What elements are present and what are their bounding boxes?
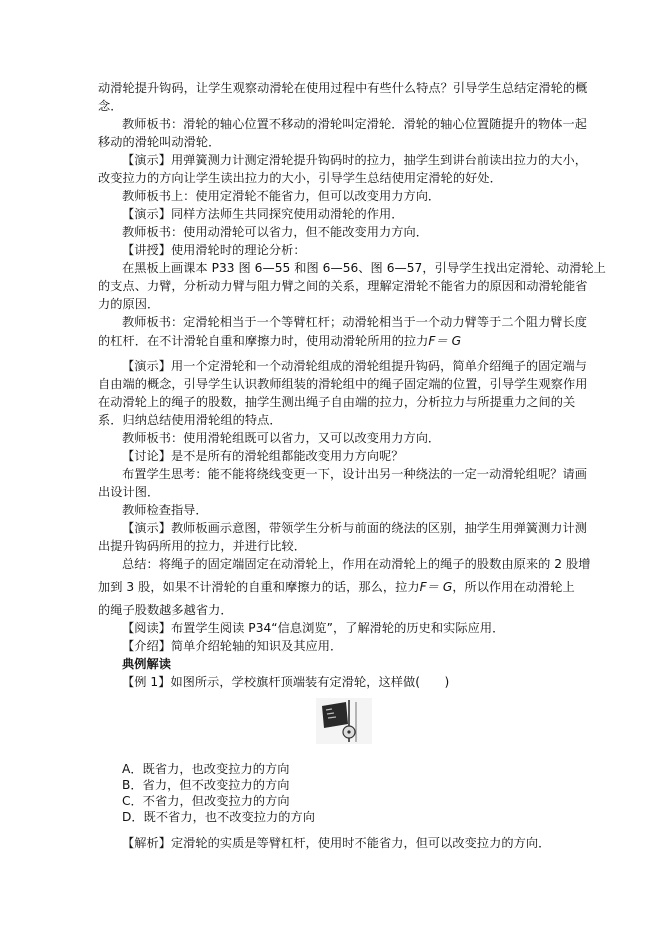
text-line: 改变拉力的方向让学生读出拉力的大小，引导学生总结使用定滑轮的好处．: [98, 171, 502, 185]
text-line: 念．: [98, 99, 123, 113]
text-line: 【阅读】布置学生阅读 P34“信息浏览”，了解滑轮的历史和实际应用．: [122, 621, 505, 635]
text-line: 在动滑轮上的绳子的股数，抽学生测出绳子自由端的拉力，分析拉力与所提重力之间的关: [98, 395, 576, 409]
text-line: 出设计图．: [98, 485, 160, 499]
option-b: B．省力，但不改变拉力的方向: [122, 778, 290, 792]
text-segment: 加到 3 股，如果不计滑轮的自重和摩擦力的话，那么，拉力: [98, 580, 420, 594]
text-line: 的支点、力臂，分析动力臂与阻力臂之间的关系，理解定滑轮不能省力的原因和动滑轮能省: [98, 279, 588, 293]
analysis-text: 【解析】定滑轮的实质是等臂杠杆，使用时不能省力，但可以改变拉力的方向．: [122, 836, 551, 850]
flagpole-pulley-figure: [316, 698, 372, 744]
text-line: 移动的滑轮叫动滑轮．: [98, 135, 221, 149]
text-line: 教师板书：使用滑轮组既可以省力，又可以改变用力方向．: [122, 431, 441, 445]
option-d: D．既不省力，也不改变拉力的方向: [122, 810, 315, 824]
text-line: [98, 578, 575, 596]
question-text: 【例 1】如图所示，学校旗杆顶端装有定滑轮，这样做( ): [122, 675, 450, 689]
text-segment: ，所以作用在动滑轮上: [452, 580, 575, 594]
text-line: 出提升钩码所用的拉力，并进行比较．: [98, 539, 307, 553]
text-line: 【演示】用一个定滑轮和一个动滑轮组成的滑轮组提升钩码，简单介绍绳子的固定端与: [122, 359, 588, 373]
text-line: 【演示】同样方法师生共同探究使用动滑轮的作用．: [122, 207, 404, 221]
text-line: 的绳子股数越多越省力．: [98, 603, 233, 617]
formula-pulley: F＝ G: [428, 334, 462, 348]
text-line: 【演示】用弹簧测力计测定滑轮提升钩码时的拉力，抽学生到讲台前读出拉力的大小，: [122, 153, 588, 167]
text-line: 【讨论】是不是所有的滑轮组都能改变用力方向呢？: [122, 449, 404, 463]
text-line: 自由端的概念，引导学生认识教师组装的滑轮组中的绳子固定端的位置，引导学生观察作用: [98, 377, 588, 391]
text-line: 总结：将绳子的固定端固定在动滑轮上，作用在动滑轮上的绳子的股数由原来的 2 股增: [122, 557, 591, 571]
text-line: 【演示】教师板画示意图，带领学生分析与前面的绕法的区别，抽学生用弹簧测力计测: [122, 521, 588, 535]
text-line: 教师板书：使用动滑轮可以省力，但不能改变用力方向．: [122, 225, 428, 239]
text-line: 教师板书上：使用定滑轮不能省力，但可以改变用力方向．: [122, 189, 441, 203]
formula-pulley-group: F＝ G: [419, 580, 453, 594]
text-line: 力的原因．: [98, 297, 160, 311]
text-line: 系．归纳总结使用滑轮组的特点．: [98, 413, 282, 427]
text-line: 【介绍】简单介绍轮轴的知识及其应用．: [122, 639, 343, 653]
text-segment: 的杠杆．在不计滑轮自重和摩擦力时，使用动滑轮所用的拉力: [98, 334, 429, 348]
text-line: 布置学生思考：能不能将绕线变更一下，设计出另一种绕法的一定一动滑轮组呢？请画: [122, 467, 588, 481]
option-c: C．不省力，但改变拉力的方向: [122, 794, 290, 808]
text-line: 在黑板上画课本 P33 图 6—55 和图 6—56、图 6—57，引导学生找出定滑轮、动滑轮上: [122, 261, 606, 275]
text-line: 教师板书：定滑轮相当于一个等臂杠杆；动滑轮相当于一个动力臂等于二个阻力臂长度: [122, 315, 588, 329]
text-line: 动滑轮提升钩码，让学生观察动滑轮在使用过程中有些什么特点？引导学生总结定滑轮的概: [98, 81, 588, 95]
text-line: [98, 332, 566, 350]
text-line: 教师板书：滑轮的轴心位置不移动的滑轮叫定滑轮．滑轮的轴心位置随提升的物体一起: [122, 117, 588, 131]
option-a: A．既省力，也改变拉力的方向: [122, 762, 290, 776]
text-line: 教师检查指导．: [122, 503, 208, 517]
text-line: 【讲授】使用滑轮时的理论分析：: [122, 243, 306, 257]
section-heading: 典例解读: [122, 657, 171, 671]
